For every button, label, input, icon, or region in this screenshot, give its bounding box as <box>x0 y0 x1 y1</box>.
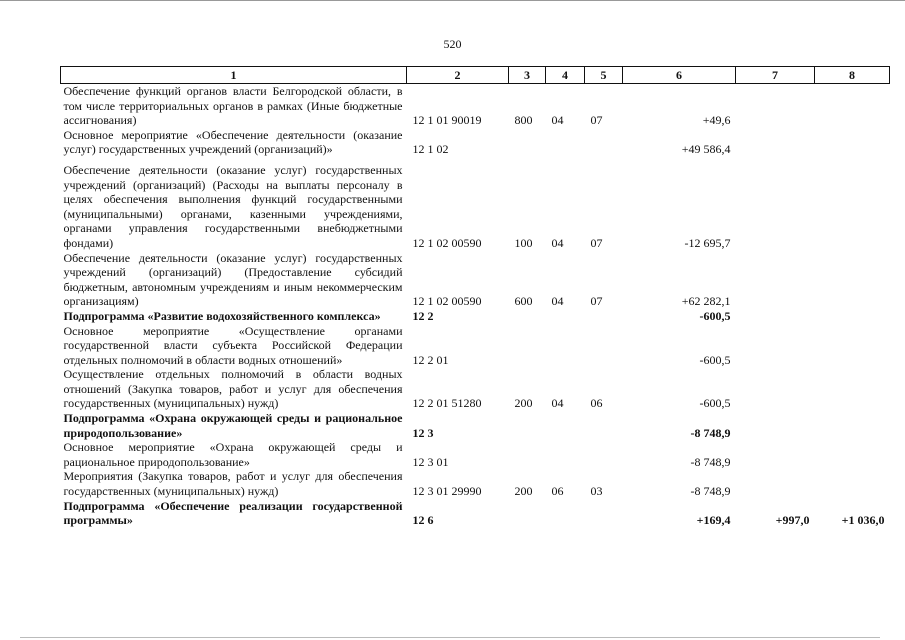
row-amount-2 <box>736 128 815 157</box>
row-expense-type <box>509 309 546 324</box>
row-expense-type <box>509 324 546 368</box>
row-amount-3: +1 036,0 <box>841 513 885 528</box>
table-row <box>61 309 890 324</box>
row-amount-1: -8 748,9 <box>690 425 731 440</box>
header-col-1: 1 <box>61 67 407 84</box>
row-amount-2 <box>736 469 815 498</box>
row-name: Осуществление отдельных полномочий в области водных отношений (Закупка товаров, работ и услуг для обеспечения государственных (муниципальных) нужд) <box>63 367 403 411</box>
row-name: Обеспечение функций органов власти Белгородской области, в том числе территориальных органов в рамках (Иные бюджетные ассигнования) <box>63 84 403 128</box>
table-row <box>61 367 890 411</box>
table-row <box>61 84 890 128</box>
row-amount-1: -12 695,7 <box>684 235 731 250</box>
row-section: 04 <box>551 294 564 309</box>
row-code: 12 3 <box>412 425 434 440</box>
row-amount-3 <box>815 367 890 411</box>
row-amount-2 <box>736 309 815 324</box>
budget-table <box>60 66 890 528</box>
row-amount-1: +62 282,1 <box>681 294 731 309</box>
row-name: Обеспечение деятельности (оказание услуг) государственных учреждений (организаций) (Предоставление субсидий бюджетным, автономным учреждениям и иным некоммерческим организациям) <box>63 250 403 309</box>
header-col-3: 3 <box>509 67 546 84</box>
row-code: 12 1 01 90019 <box>412 113 482 128</box>
table-row <box>61 157 890 251</box>
row-name: Основное мероприятие «Обеспечение деятельности (оказание услуг) государственных учреждений (организаций)» <box>63 127 403 157</box>
row-amount-1: -8 748,9 <box>690 484 731 499</box>
row-name: Подпрограмма «Охрана окружающей среды и рациональное природопользование» <box>63 411 403 440</box>
row-subsection <box>585 440 623 469</box>
row-amount-2 <box>736 84 815 128</box>
row-amount-2 <box>736 157 815 251</box>
row-amount-2 <box>736 367 815 411</box>
header-col-7: 7 <box>736 67 815 84</box>
scan-artifact-bottom <box>20 637 880 638</box>
row-amount-3 <box>815 411 890 440</box>
row-subsection: 07 <box>590 113 603 128</box>
row-amount-3 <box>815 251 890 309</box>
table-row <box>61 411 890 440</box>
row-expense-type <box>509 499 546 528</box>
row-section <box>546 309 585 324</box>
row-code: 12 3 01 29990 <box>412 484 482 499</box>
row-subsection: 06 <box>590 396 603 411</box>
scan-artifact-top <box>0 0 905 1</box>
row-section: 06 <box>551 484 564 499</box>
row-code: 12 1 02 00590 <box>412 294 482 309</box>
row-section: 04 <box>551 396 564 411</box>
row-name: Подпрограмма «Обеспечение реализации государственной программы» <box>63 498 403 528</box>
row-section <box>546 411 585 440</box>
row-amount-3 <box>815 84 890 128</box>
row-subsection <box>585 411 623 440</box>
table-header <box>61 67 890 84</box>
row-code: 12 6 <box>412 513 434 528</box>
table-row <box>61 469 890 498</box>
row-amount-1: +49,6 <box>702 113 731 128</box>
row-subsection <box>585 499 623 528</box>
row-amount-1: -8 748,9 <box>690 454 731 469</box>
table-body <box>61 84 890 528</box>
page-number: 520 <box>443 37 462 51</box>
row-expense-type: 100 <box>514 235 533 250</box>
row-amount-1: +169,4 <box>696 513 731 528</box>
row-expense-type: 600 <box>514 294 533 309</box>
table-row <box>61 251 890 309</box>
row-expense-type <box>509 128 546 157</box>
row-section: 04 <box>551 113 564 128</box>
header-row <box>61 67 890 84</box>
row-amount-3 <box>815 128 890 157</box>
row-code: 12 1 02 <box>412 142 449 157</box>
header-col-8: 8 <box>815 67 890 84</box>
row-section <box>546 440 585 469</box>
row-subsection <box>585 128 623 157</box>
row-subsection <box>585 324 623 368</box>
row-code: 12 3 01 <box>412 454 449 469</box>
row-expense-type: 800 <box>514 113 533 128</box>
row-amount-2 <box>736 440 815 469</box>
row-code: 12 2 01 <box>412 352 449 367</box>
row-amount-1: +49 586,4 <box>681 142 731 157</box>
header-col-4: 4 <box>546 67 585 84</box>
row-name: Подпрограмма «Развитие водохозяйственного комплекса» <box>63 308 381 323</box>
row-expense-type <box>509 411 546 440</box>
row-subsection: 03 <box>590 484 603 499</box>
table-row <box>61 440 890 469</box>
row-section <box>546 324 585 368</box>
row-amount-2 <box>736 324 815 368</box>
row-name: Мероприятия (Закупка товаров, работ и услуг для обеспечения государственных (муниципальных) нужд) <box>63 469 403 499</box>
header-col-5: 5 <box>585 67 623 84</box>
row-section <box>546 128 585 157</box>
table-row <box>61 499 890 528</box>
row-amount-1: -600,5 <box>699 308 731 323</box>
row-amount-1: -600,5 <box>699 352 731 367</box>
row-name: Основное мероприятие «Охрана окружающей среды и рациональное природопользование» <box>63 440 403 469</box>
row-code: 12 2 <box>412 308 434 323</box>
row-amount-3 <box>815 309 890 324</box>
row-amount-2 <box>736 411 815 440</box>
table-row <box>61 324 890 368</box>
row-amount-2 <box>736 251 815 309</box>
row-subsection: 07 <box>590 235 603 250</box>
row-subsection: 07 <box>590 294 603 309</box>
row-expense-type: 200 <box>514 484 533 499</box>
row-section <box>546 499 585 528</box>
header-col-2: 2 <box>407 67 509 84</box>
row-section: 04 <box>551 235 564 250</box>
row-code: 12 1 02 00590 <box>412 235 482 250</box>
row-amount-3 <box>815 157 890 251</box>
row-amount-3 <box>815 324 890 368</box>
row-amount-3 <box>815 469 890 498</box>
row-amount-3 <box>815 440 890 469</box>
row-expense-type <box>509 440 546 469</box>
row-code: 12 2 01 51280 <box>412 396 482 411</box>
row-expense-type: 200 <box>514 396 533 411</box>
row-amount-2: +997,0 <box>775 513 810 528</box>
row-subsection <box>585 309 623 324</box>
table-row <box>61 128 890 157</box>
row-amount-1: -600,5 <box>699 396 731 411</box>
row-name: Обеспечение деятельности (оказание услуг) государственных учреждений (организаций) (Расходы на выплаты персоналу в целях обеспечения выполнения функций государственными (муниципальными) органами, казенными учреждениями, органами управления государственными внебюджетными фондами) <box>63 162 403 250</box>
header-col-6: 6 <box>623 67 736 84</box>
row-name: Основное мероприятие «Осуществление органами государственной власти субъекта Российской Федерации отдельных полномочий в области водных отношений» <box>63 323 403 367</box>
